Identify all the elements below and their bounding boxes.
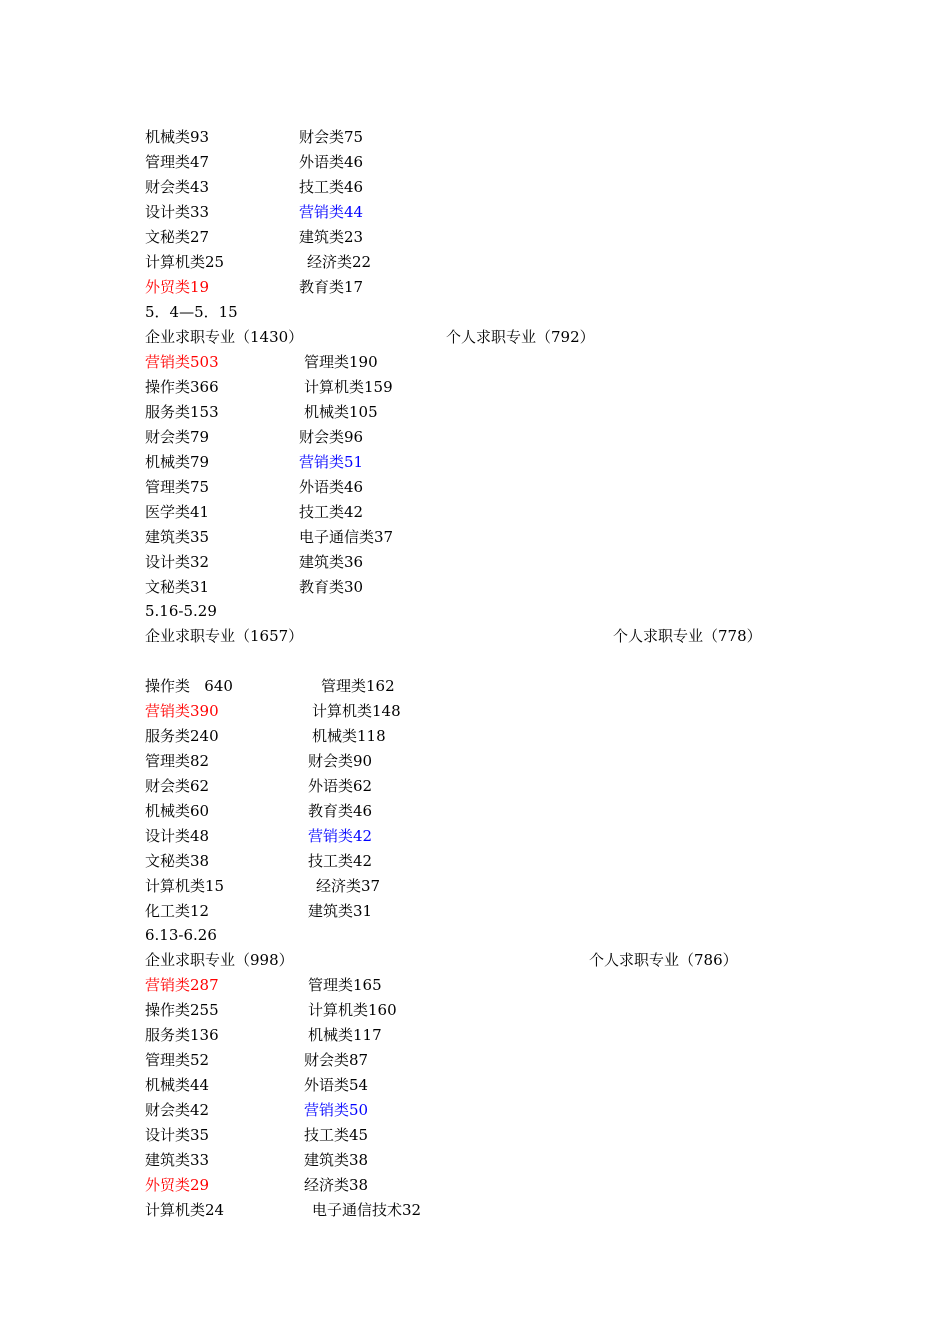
period-date: 5.16-5.29 xyxy=(145,602,217,620)
row-left: 建筑类33 xyxy=(145,1151,210,1169)
row-right: 教育类17 xyxy=(299,278,364,296)
row-right-highlight: 营销类44 xyxy=(299,203,364,221)
row-right-highlight: 营销类51 xyxy=(299,453,364,471)
row-left-highlight: 营销类390 xyxy=(145,702,219,720)
row-left: 计算机类25 xyxy=(145,253,225,271)
row-right: 技工类46 xyxy=(299,178,364,196)
row-right: 管理类190 xyxy=(304,353,378,371)
row-left: 文秘类31 xyxy=(145,578,210,596)
row-right-highlight: 营销类42 xyxy=(308,827,373,845)
row-left: 计算机类15 xyxy=(145,877,225,895)
row-left: 操作类 640 xyxy=(145,677,233,695)
row-right: 财会类87 xyxy=(304,1051,369,1069)
row-right: 机械类117 xyxy=(308,1026,382,1044)
row-right: 财会类96 xyxy=(299,428,364,446)
row-right: 外语类46 xyxy=(299,153,364,171)
row-right: 建筑类31 xyxy=(308,902,373,920)
row-left-highlight: 外贸类19 xyxy=(145,278,210,296)
row-right: 技工类42 xyxy=(299,503,364,521)
row-right: 计算机类148 xyxy=(312,702,401,720)
row-right: 电子通信技术32 xyxy=(312,1201,422,1219)
row-right: 经济类22 xyxy=(307,253,372,271)
row-left: 机械类93 xyxy=(145,128,210,146)
row-right: 经济类38 xyxy=(304,1176,369,1194)
enterprise-header: 企业求职专业（1657） xyxy=(145,627,304,645)
row-right: 建筑类36 xyxy=(299,553,364,571)
row-left: 财会类62 xyxy=(145,777,210,795)
row-left-highlight: 营销类503 xyxy=(145,353,219,371)
row-right: 建筑类38 xyxy=(304,1151,369,1169)
row-left: 机械类79 xyxy=(145,453,210,471)
row-left-highlight: 营销类287 xyxy=(145,976,219,994)
row-left: 计算机类24 xyxy=(145,1201,225,1219)
row-left: 管理类52 xyxy=(145,1051,210,1069)
period-date: 6.13-6.26 xyxy=(145,926,217,944)
row-left: 管理类82 xyxy=(145,752,210,770)
row-right: 机械类118 xyxy=(312,727,386,745)
row-left: 操作类366 xyxy=(145,378,219,396)
row-left: 设计类48 xyxy=(145,827,210,845)
row-right: 财会类75 xyxy=(299,128,364,146)
row-right: 机械类105 xyxy=(304,403,378,421)
personal-header: 个人求职专业（792） xyxy=(446,328,595,346)
row-right: 电子通信类37 xyxy=(299,528,394,546)
personal-header: 个人求职专业（778） xyxy=(613,627,762,645)
period-date: 5．4—5．15 xyxy=(145,303,238,321)
row-right-highlight: 营销类50 xyxy=(304,1101,369,1119)
row-right: 教育类46 xyxy=(308,802,373,820)
row-right: 计算机类159 xyxy=(304,378,393,396)
row-left: 操作类255 xyxy=(145,1001,219,1019)
row-right: 技工类45 xyxy=(304,1126,369,1144)
row-right: 财会类90 xyxy=(308,752,373,770)
row-left: 设计类32 xyxy=(145,553,210,571)
row-right: 外语类62 xyxy=(308,777,373,795)
row-left: 管理类47 xyxy=(145,153,210,171)
row-left: 服务类153 xyxy=(145,403,219,421)
row-right: 教育类30 xyxy=(299,578,364,596)
row-right: 建筑类23 xyxy=(299,228,364,246)
row-left: 服务类240 xyxy=(145,727,219,745)
row-left: 财会类42 xyxy=(145,1101,210,1119)
row-left: 建筑类35 xyxy=(145,528,210,546)
row-right: 计算机类160 xyxy=(308,1001,397,1019)
row-right: 经济类37 xyxy=(316,877,381,895)
row-left: 财会类43 xyxy=(145,178,210,196)
row-left: 文秘类38 xyxy=(145,852,210,870)
row-left: 服务类136 xyxy=(145,1026,219,1044)
row-left: 化工类12 xyxy=(145,902,210,920)
personal-header: 个人求职专业（786） xyxy=(589,951,738,969)
row-left: 机械类60 xyxy=(145,802,210,820)
row-left: 医学类41 xyxy=(145,503,210,521)
row-left: 财会类79 xyxy=(145,428,210,446)
row-right: 外语类54 xyxy=(304,1076,369,1094)
row-left: 文秘类27 xyxy=(145,228,210,246)
enterprise-header: 企业求职专业（998） xyxy=(145,951,294,969)
row-right: 管理类162 xyxy=(321,677,395,695)
row-right: 管理类165 xyxy=(308,976,382,994)
row-left: 设计类33 xyxy=(145,203,210,221)
row-left: 机械类44 xyxy=(145,1076,210,1094)
row-left-highlight: 外贸类29 xyxy=(145,1176,210,1194)
row-right: 技工类42 xyxy=(308,852,373,870)
row-left: 设计类35 xyxy=(145,1126,210,1144)
enterprise-header: 企业求职专业（1430） xyxy=(145,328,304,346)
row-left: 管理类75 xyxy=(145,478,210,496)
row-right: 外语类46 xyxy=(299,478,364,496)
